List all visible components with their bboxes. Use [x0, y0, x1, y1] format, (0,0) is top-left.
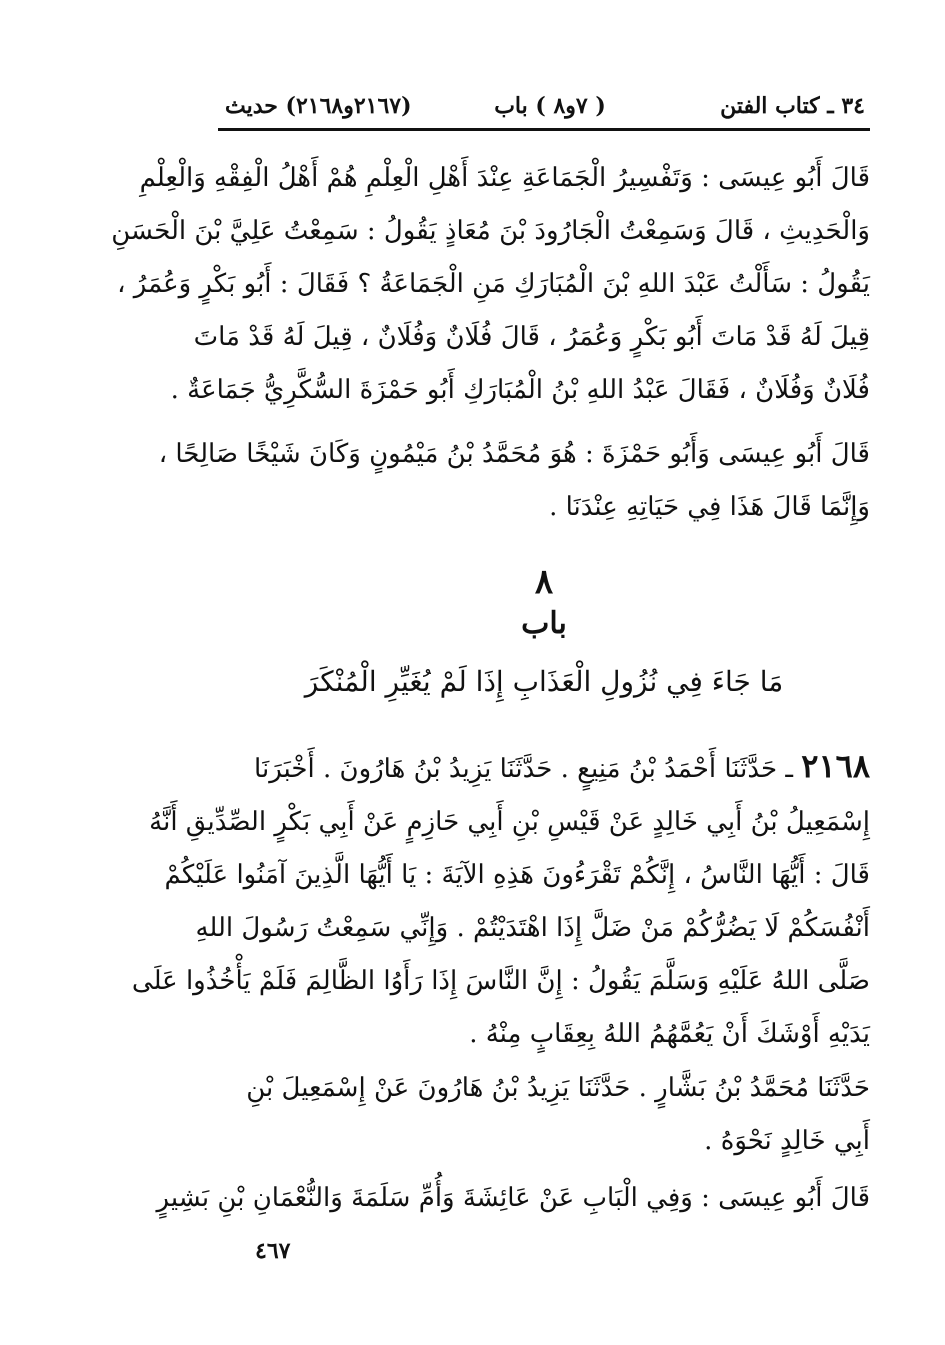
text-line: قَالَ أَبُو عِيسَى : وَفِي الْبَابِ عَنْ عَائِشَةَ وَأُمِّ سَلَمَةَ وَالنُّعْمَانِ بْنِ بَشِيرٍ	[156, 1183, 870, 1213]
header-rule	[218, 128, 870, 131]
section-title: مَا جَاءَ فِي نُزُولِ الْعَذَابِ إِذَا لَمْ يُغَيِّرِ الْمُنْكَرَ	[304, 665, 784, 698]
text-line: يَدَيْهِ أَوْشَكَ أَنْ يَعُمَّهُمُ اللهُ بِعِقَابٍ مِنْهُ .	[469, 1019, 870, 1049]
paragraph-2	[158, 428, 870, 534]
header-chapter: ( ٧و٨ ) باب	[494, 93, 606, 119]
paragraph-1	[111, 152, 870, 417]
text-line: قَالَ أَبُو عِيسَى وَأَبُو حَمْزَةَ : هُوَ مُحَمَّدُ بْنُ مَيْمُونٍ وَكَانَ شَيْخًا صَالِحًا ،	[158, 439, 870, 469]
text-line: قَالَ : أَيُّهَا النَّاسُ ، إِنَّكُمْ تَقْرَءُونَ هَذِهِ الآيَةَ : يَا أَيُّهَا الَّذِينَ آمَنُوا عَلَيْكُمْ	[164, 860, 870, 890]
header-book-title: ٣٤ ـ كتاب الفتن	[720, 93, 865, 119]
page-number: ٤٦٧	[255, 1238, 291, 1264]
paragraph-4	[156, 1172, 870, 1225]
running-header	[225, 88, 865, 124]
text-line: أَنْفُسَكُمْ لَا يَضُرُّكُمْ مَنْ ضَلَّ إِذَا اهْتَدَيْتُمْ . وَإِنِّي سَمِعْتُ رَسُولَ اللهِ	[195, 913, 870, 943]
text-line: إِسْمَعِيلُ بْنُ أَبِي خَالِدٍ عَنْ قَيْسِ بْنِ أَبِي حَازِمٍ عَنْ أَبِي بَكْرٍ الصِّدِّيقِ أَنَّهُ	[149, 807, 870, 837]
text-line: قَالَ أَبُو عِيسَى : وَتَفْسِيرُ الْجَمَاعَةِ عِنْدَ أَهْلِ الْعِلْمِ هُمْ أَهْلُ الْفِقْهِ وَالْعِلْمِ	[139, 163, 870, 193]
text-line: وَإِنَّمَا قَالَ هَذَا فِي حَيَاتِهِ عِنْدَنَا .	[549, 492, 870, 522]
hadith-2168	[131, 740, 870, 1061]
text-line: يَقُولُ : سَأَلْتُ عَبْدَ اللهِ بْنَ الْمُبَارَكِ مَنِ الْجَمَاعَةُ ؟ فَقَالَ : أَبُو بَكْرٍ وَعُمَرُ ،	[117, 269, 870, 299]
text-line: حَدَّثَنَا مُحَمَّدُ بْنُ بَشَّارٍ . حَدَّثَنَا يَزِيدُ بْنُ هَارُونَ عَنْ إِسْمَعِيلَ بْنِ	[246, 1073, 870, 1103]
section-label: باب	[521, 606, 567, 641]
text-line: ـ حَدَّثَنَا أَحْمَدُ بْنُ مَنِيعٍ . حَدَّثَنَا يَزِيدُ بْنُ هَارُونَ . أَخْبَرَنَا	[254, 754, 793, 784]
text-line: قِيلَ لَهُ قَدْ مَاتَ أَبُو بَكْرٍ وَعُمَرُ ، قَالَ فُلَانٌ وَفُلَانٌ ، قِيلَ لَهُ قَدْ مَاتَ	[193, 322, 870, 352]
paragraph-3	[218, 1062, 870, 1168]
text-line: أَبِي خَالِدٍ نَحْوَهُ .	[704, 1126, 870, 1156]
text-line: وَالْحَدِيثِ ، قَالَ وَسَمِعْتُ الْجَارُودَ بْنَ مُعَاذٍ يَقُولُ : سَمِعْتُ عَلِيَّ بْنَ الْحَسَنِ	[111, 216, 870, 246]
hadith-first-line	[218, 740, 870, 796]
hadith-number: ٢١٦٨	[801, 747, 870, 785]
text-line: فُلَانٌ وَفُلَانٌ ، فَقَالَ عَبْدُ اللهِ بْنُ الْمُبَارَكِ أَبُو حَمْزَةَ السُّكَّرِيُّ جَمَاعَةٌ .	[170, 375, 870, 405]
header-hadith-range: (٢١٦٧و٢١٦٨) حديث	[225, 93, 412, 119]
text-line: صَلَّى اللهُ عَلَيْهِ وَسَلَّمَ يَقُولُ : إِنَّ النَّاسَ إِذَا رَأَوُا الظَّالِمَ فَلَمْ يَأْخُذُوا عَلَى	[131, 966, 870, 996]
section-number: ٨	[534, 562, 554, 602]
